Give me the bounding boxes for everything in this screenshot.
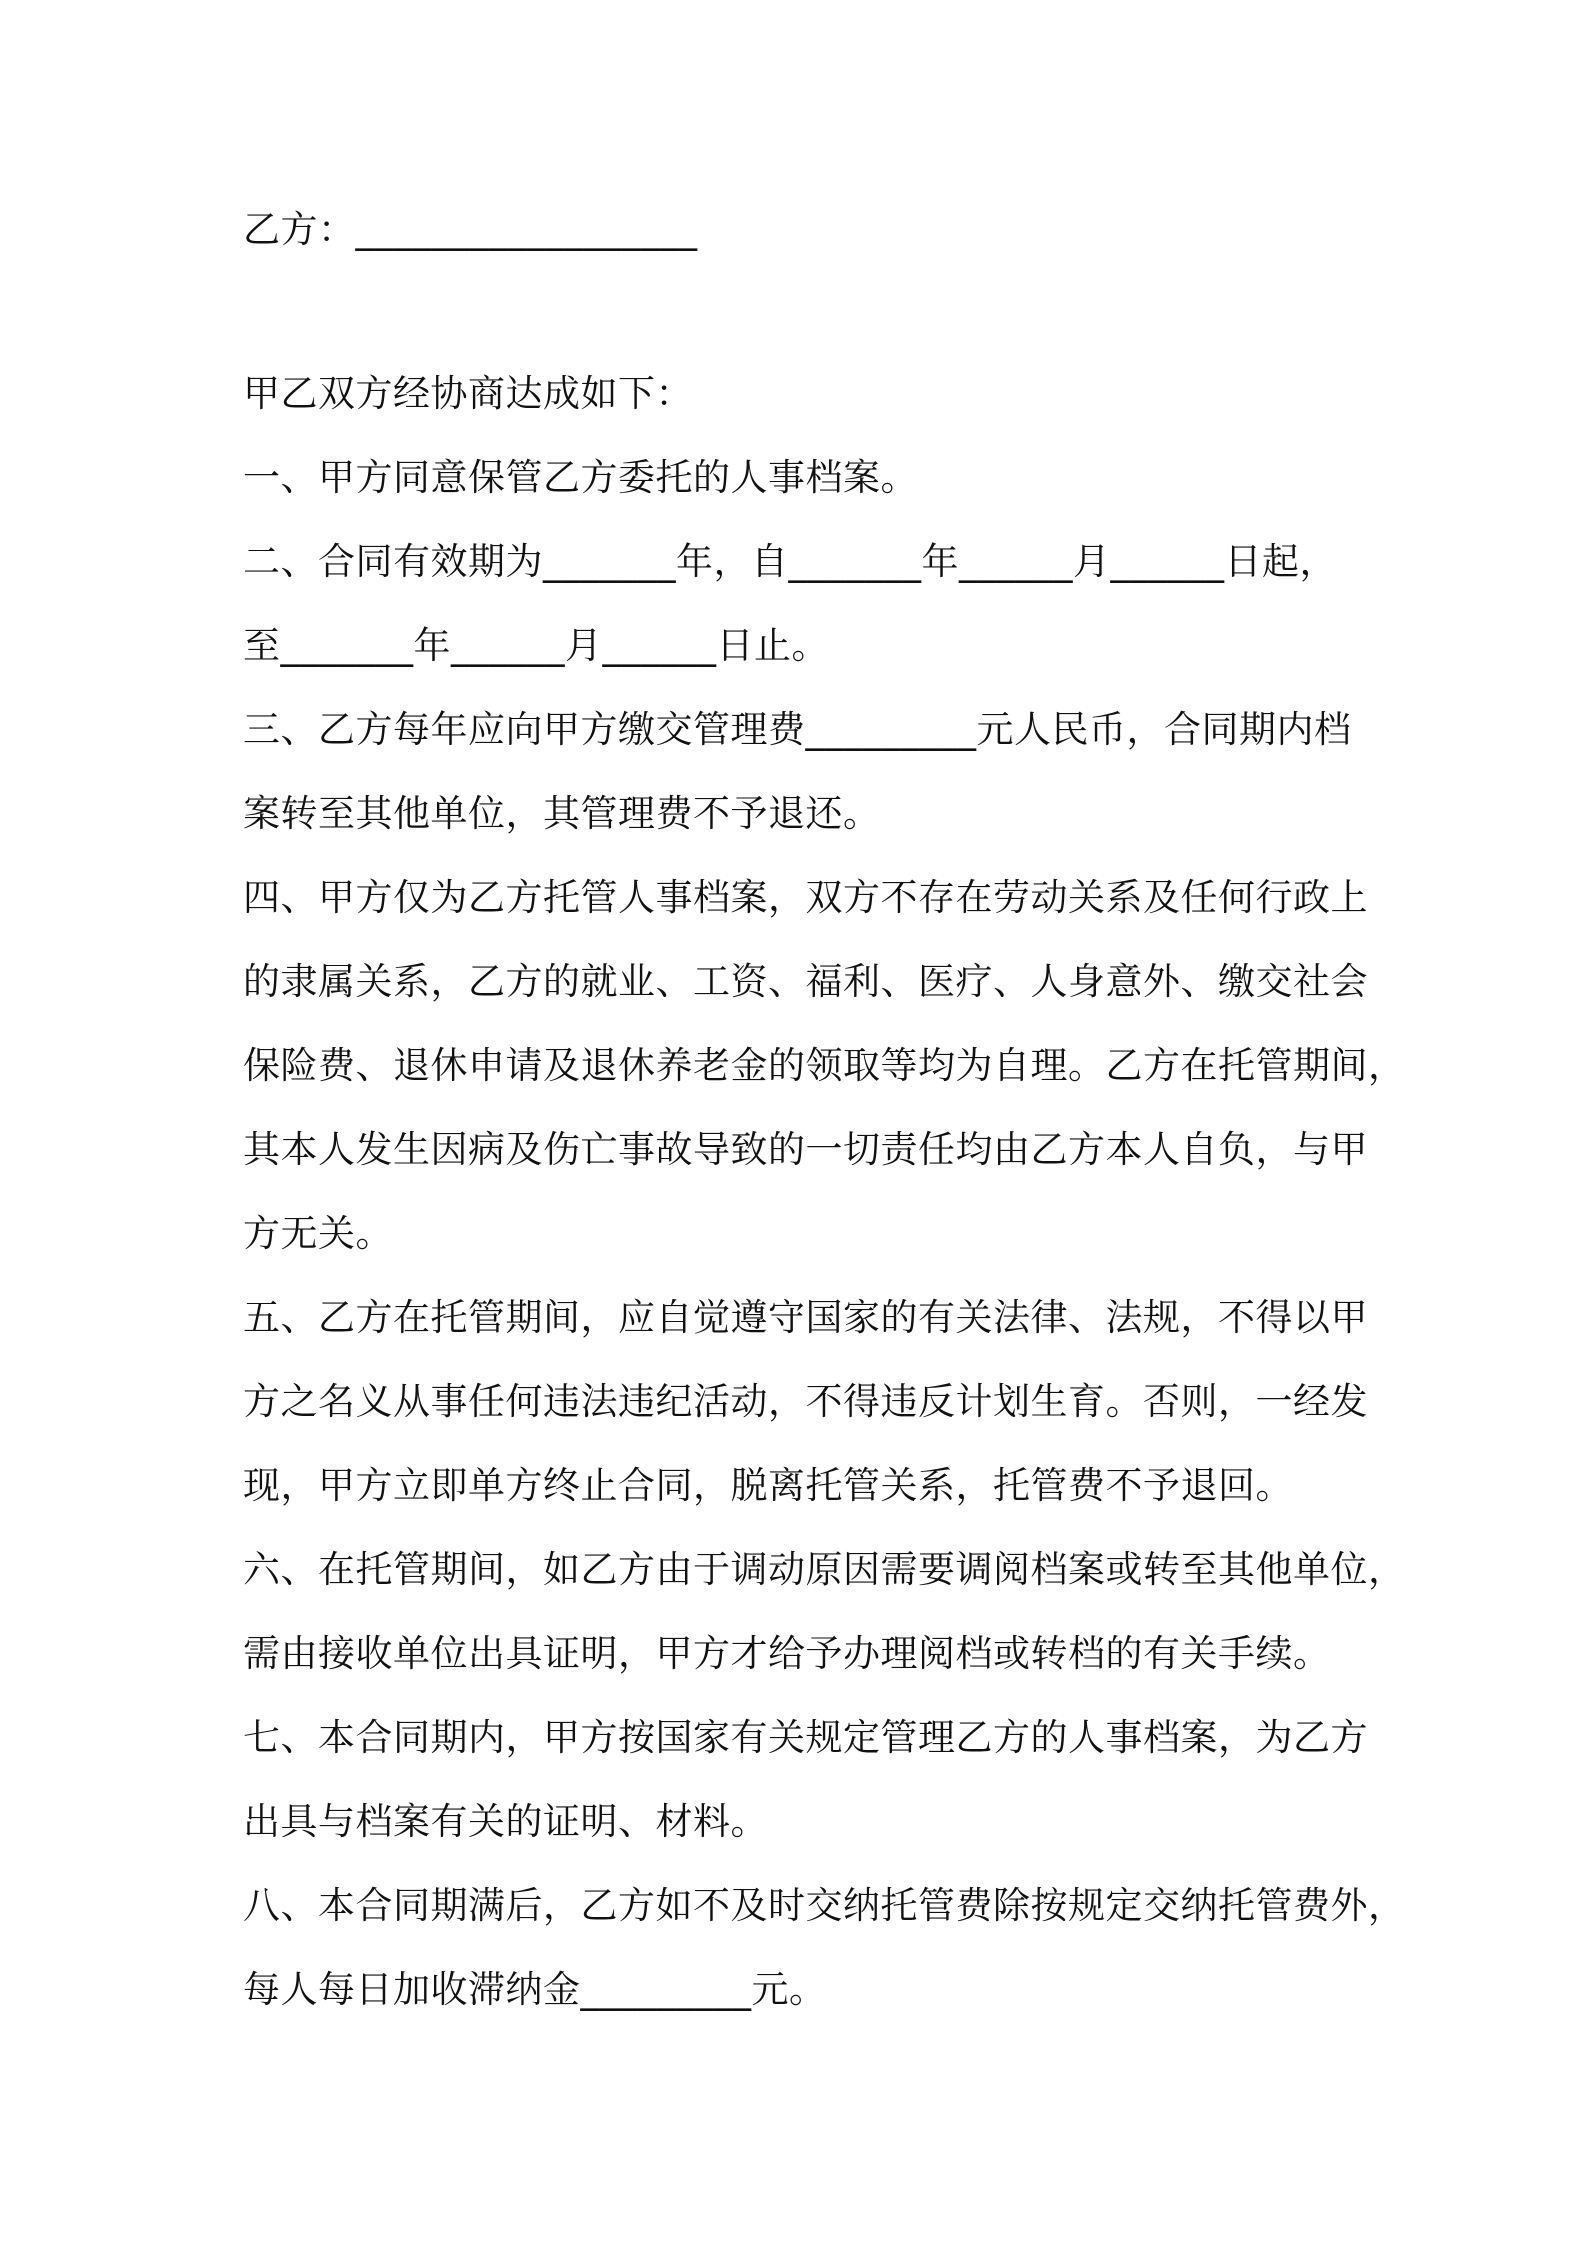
clause-5-line-3: 现，甲方立即单方终止合同，脱离托管关系，托管费不予退回。 xyxy=(243,1464,1293,1507)
clause-5-line-2: 方之名义从事任何违法违纪活动，不得违反计划生育。否则，一经发 xyxy=(243,1380,1368,1423)
clause-3-line-1: 三、乙方每年应向甲方缴交管理费_________元人民币，合同期内档 xyxy=(243,708,1352,751)
intro-text: 甲乙双方经协商达成如下： xyxy=(243,372,693,415)
clause-6-line-1: 六、在托管期间，如乙方由于调动原因需要调阅档案或转至其他单位， xyxy=(243,1548,1406,1591)
clause-4-line-3: 保险费、退休申请及退休养老金的领取等均为自理。乙方在托管期间， xyxy=(243,1044,1406,1087)
party-b-line: 乙方：__________________ xyxy=(243,208,698,251)
clause-4-line-5: 方无关。 xyxy=(243,1212,393,1255)
clause-3-line-2: 案转至其他单位，其管理费不予退还。 xyxy=(243,792,881,835)
clause-7-line-2: 出具与档案有关的证明、材料。 xyxy=(243,1800,768,1843)
clause-4-line-2: 的隶属关系，乙方的就业、工资、福利、医疗、人身意外、缴交社会 xyxy=(243,960,1368,1003)
clause-4-line-1: 四、甲方仅为乙方托管人事档案，双方不存在劳动关系及任何行政上 xyxy=(243,876,1368,919)
clause-2-line-2: 至_______年______月______日止。 xyxy=(243,624,829,667)
clause-4-line-4: 其本人发生因病及伤亡事故导致的一切责任均由乙方本人自负，与甲 xyxy=(243,1128,1368,1171)
clause-8-line-1: 八、本合同期满后，乙方如不及时交纳托管费除按规定交纳托管费外， xyxy=(243,1884,1406,1927)
clause-6-line-2: 需由接收单位出具证明，甲方才给予办理阅档或转档的有关手续。 xyxy=(243,1632,1331,1675)
clause-2-line-1: 二、合同有效期为_______年，自_______年______月______日起， xyxy=(243,540,1337,583)
clause-7-line-1: 七、本合同期内，甲方按国家有关规定管理乙方的人事档案，为乙方 xyxy=(243,1716,1368,1759)
clause-1-line-1: 一、甲方同意保管乙方委托的人事档案。 xyxy=(243,456,918,499)
clause-5-line-1: 五、乙方在托管期间，应自觉遵守国家的有关法律、法规，不得以甲 xyxy=(243,1296,1368,1339)
clause-8-line-2: 每人每日加收滞纳金_________元。 xyxy=(243,1968,827,2011)
